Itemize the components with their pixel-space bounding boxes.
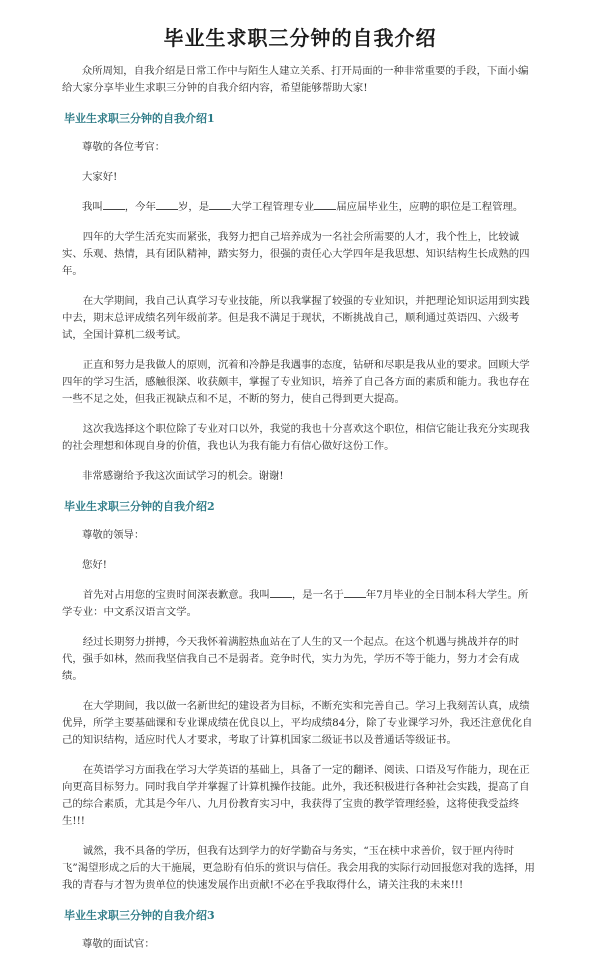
section-1	[62, 110, 538, 485]
text-run: 我叫	[82, 201, 103, 213]
paragraph: 诚然，我不具备的学历，但我有达到学力的好学勤奋与务实，“玉在椟中求善价，钗于匣内待时飞”渴望形成之后的大干施展，更急盼有伯乐的赏识与信任。我会用我的实际行动回报您对我的选择，用我的青春与才智为贵单位的快速发展作出贡献!不必在乎我取得什么，请关注我的未来!!!	[62, 845, 535, 891]
paragraph: 在英语学习方面我在学习大学英语的基础上，具备了一定的翻译、阅读、口语及写作能力，现在正向更高目标努力。同时我自学并掌握了计算机操作技能。此外，我还积极进行各种社会实践，提高了自己的综合素质，尤其是今年八、九月份教育实习中，我获得了宝贵的教学管理经验，这将使我受益终生!!!	[62, 764, 530, 827]
paragraph: 四年的大学生活充实而紧张，我努力把自己培养成为一名社会所需要的人才，我个性上，比较诚实、乐观、热情，具有团队精神，踏实努力，很强的责任心大学四年是我思想、知识结构生长成熟的四年。	[62, 231, 530, 277]
text-run: 届应届毕业生，应聘的职位是工程管理。	[336, 201, 524, 213]
paragraph	[62, 587, 538, 621]
section-2	[62, 498, 538, 894]
salutation: 尊敬的面试官：	[82, 938, 155, 950]
fill-blank	[314, 199, 336, 210]
text-run: 年7月毕业的全日制本科大学生。所学专业：中文系汉语言文学。	[62, 589, 529, 618]
salutation: 尊敬的各位考官：	[82, 141, 166, 153]
intro-paragraph: 众所周知，自我介绍是日常工作中与陌生人建立关系、打开局面的一种非常重要的手段，下面小编给大家分享毕业生求职三分钟的自我介绍内容，希望能够帮助大家!	[62, 65, 529, 94]
section-heading: 毕业生求职三分钟的自我介绍3	[64, 909, 215, 922]
fill-blank	[209, 199, 231, 210]
fill-blank	[270, 587, 292, 598]
paragraph: 经过长期努力拼搏，今天我怀着满腔热血站在了人生的又一个起点。在这个机遇与挑战并存的时代，强手如林，然而我坚信我自己不是弱者。竞争时代，实力为先，学历不等于能力，努力才会有成绩。	[62, 636, 520, 682]
fill-blank	[156, 199, 178, 210]
paragraph: 在大学期间，我自己认真学习专业技能，所以我掌握了较强的专业知识，并把理论知识运用到实践中去，期末总评成绩名列年级前茅。但是我不满足于现状，不断挑战自己，顺利通过英语四、六级考试，全国计算机二级考试。	[62, 295, 530, 341]
greeting: 您好!	[82, 559, 107, 571]
paragraph: 非常感谢给予我这次面试学习的机会。谢谢!	[82, 470, 284, 482]
fill-blank	[103, 199, 125, 210]
text-run: 首先对占用您的宝贵时间深表歉意。我叫	[82, 589, 270, 601]
salutation: 尊敬的领导：	[82, 529, 145, 541]
paragraph: 在大学期间，我以做一名新世纪的建设者为目标，不断充实和完善自己。学习上我刻苦认真，成绩优异，所学主要基础课和专业课成绩在优良以上，平均成绩84分，除了专业课学习外，我还注意优化自己的知识结构，适应时代人才要求，考取了计算机国家二级证书以及普通话等级证书。	[62, 700, 533, 746]
text-run: ，是一名于	[291, 589, 344, 601]
paragraph: 这次我选择这个职位除了专业对口以外，我觉的我也十分喜欢这个职位，相信它能让我充分实现我的社会理想和体现自身的价值，我也认为我有能力有信心做好这份工作。	[62, 423, 530, 452]
section-3	[62, 907, 538, 953]
text-run: 大学工程管理专业	[231, 201, 315, 213]
section-heading: 毕业生求职三分钟的自我介绍1	[64, 112, 215, 125]
text-run: 岁，是	[177, 201, 210, 213]
section-heading: 毕业生求职三分钟的自我介绍2	[64, 500, 215, 513]
text-run: ，今年	[124, 201, 156, 213]
page-title: 毕业生求职三分钟的自我介绍	[163, 26, 437, 50]
paragraph	[62, 199, 538, 216]
paragraph: 正直和努力是我做人的原则，沉着和冷静是我遇事的态度，钻研和尽职是我从业的要求。回顾大学四年的学习生活，感触很深、收获颇丰，掌握了专业知识，培养了自己各方面的素质和能力。我也存在一些不足之处，但我正视缺点和不足，不断的努力，使自己得到更大提高。	[62, 359, 530, 405]
greeting: 大家好!	[82, 171, 118, 183]
fill-blank	[344, 587, 366, 598]
